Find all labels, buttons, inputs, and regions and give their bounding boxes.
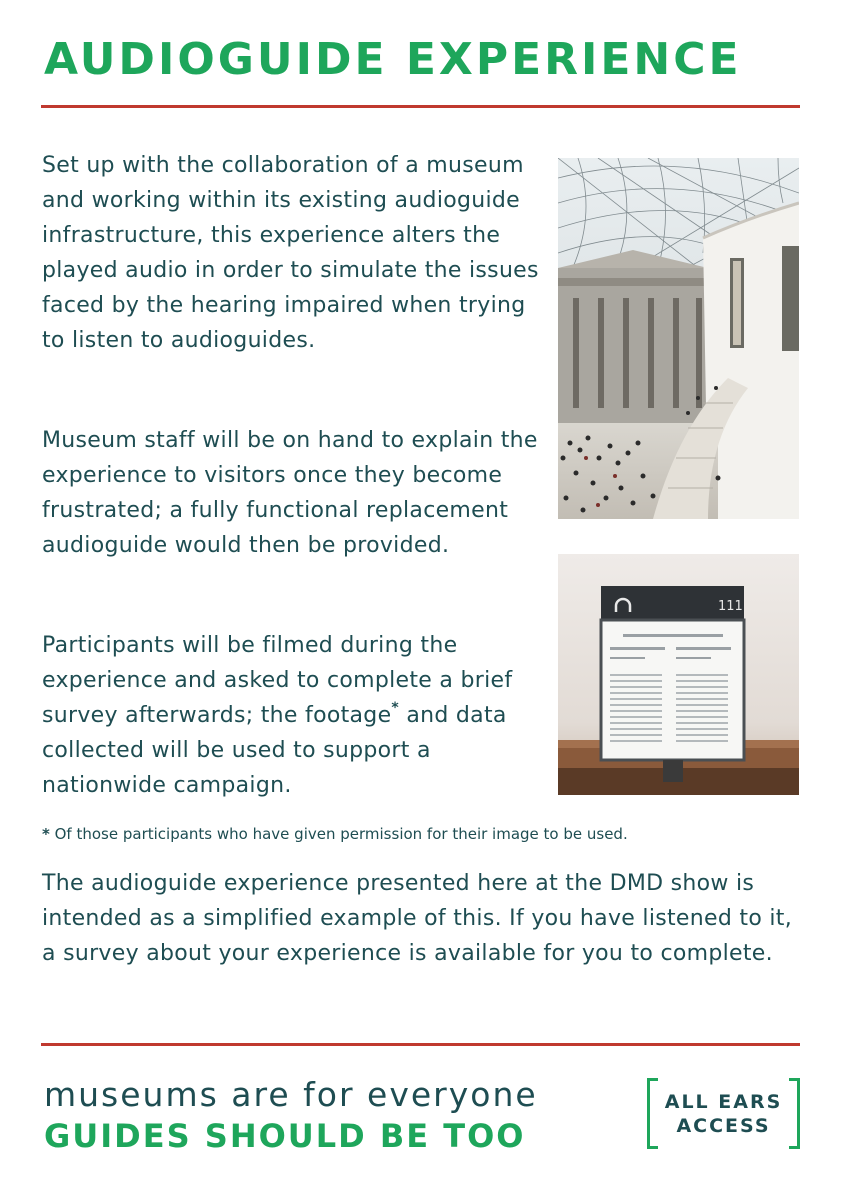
footnote-asterisk: *	[42, 825, 50, 843]
tagline-line1: museums are for everyone	[44, 1075, 538, 1114]
staff-paragraph: Museum staff will be on hand to explain the experience to visitors once they become frustrated; a fully functional replacement audioguide would then be provided.	[42, 428, 538, 558]
participants-text-start: Participants will be filmed during the experience and asked to complete a brief survey afterwards; the footage	[42, 633, 513, 728]
logo-right-bracket	[789, 1078, 800, 1149]
page-title: AUDIOGUIDE EXPERIENCE	[44, 34, 742, 85]
intro-paragraph: Set up with the collaboration of a museum and working within its existing audioguide infrastructure, this experience alters the played audio in order to simulate the issues faced by the hearing impaired when trying to listen to audioguides.	[42, 153, 539, 353]
footnote	[42, 824, 628, 844]
logo-left-bracket	[647, 1078, 658, 1149]
participants-text-end: and data collected will be used to support a nationwide campaign.	[42, 703, 507, 798]
audioguide-device-photo	[558, 554, 799, 795]
logo-line2: ACCESS	[676, 1115, 771, 1137]
logo-line1: ALL EARS	[664, 1091, 783, 1113]
tagline-line2: GUIDES SHOULD BE TOO	[44, 1117, 526, 1155]
all-ears-access-logo	[647, 1078, 800, 1149]
device-number: 111	[718, 599, 743, 614]
bottom-divider	[41, 1043, 800, 1046]
participants-paragraph	[42, 628, 542, 803]
museum-atrium-photo	[558, 158, 799, 519]
dmd-show-paragraph: The audioguide experience presented here at the DMD show is intended as a simplified example of this. If you have listened to it, a survey about your experience is available for you to complete.	[42, 871, 792, 966]
footnote-text: Of those participants who have given permission for their image to be used.	[49, 825, 628, 843]
top-divider	[41, 105, 800, 108]
footnote-marker: *	[391, 700, 400, 716]
